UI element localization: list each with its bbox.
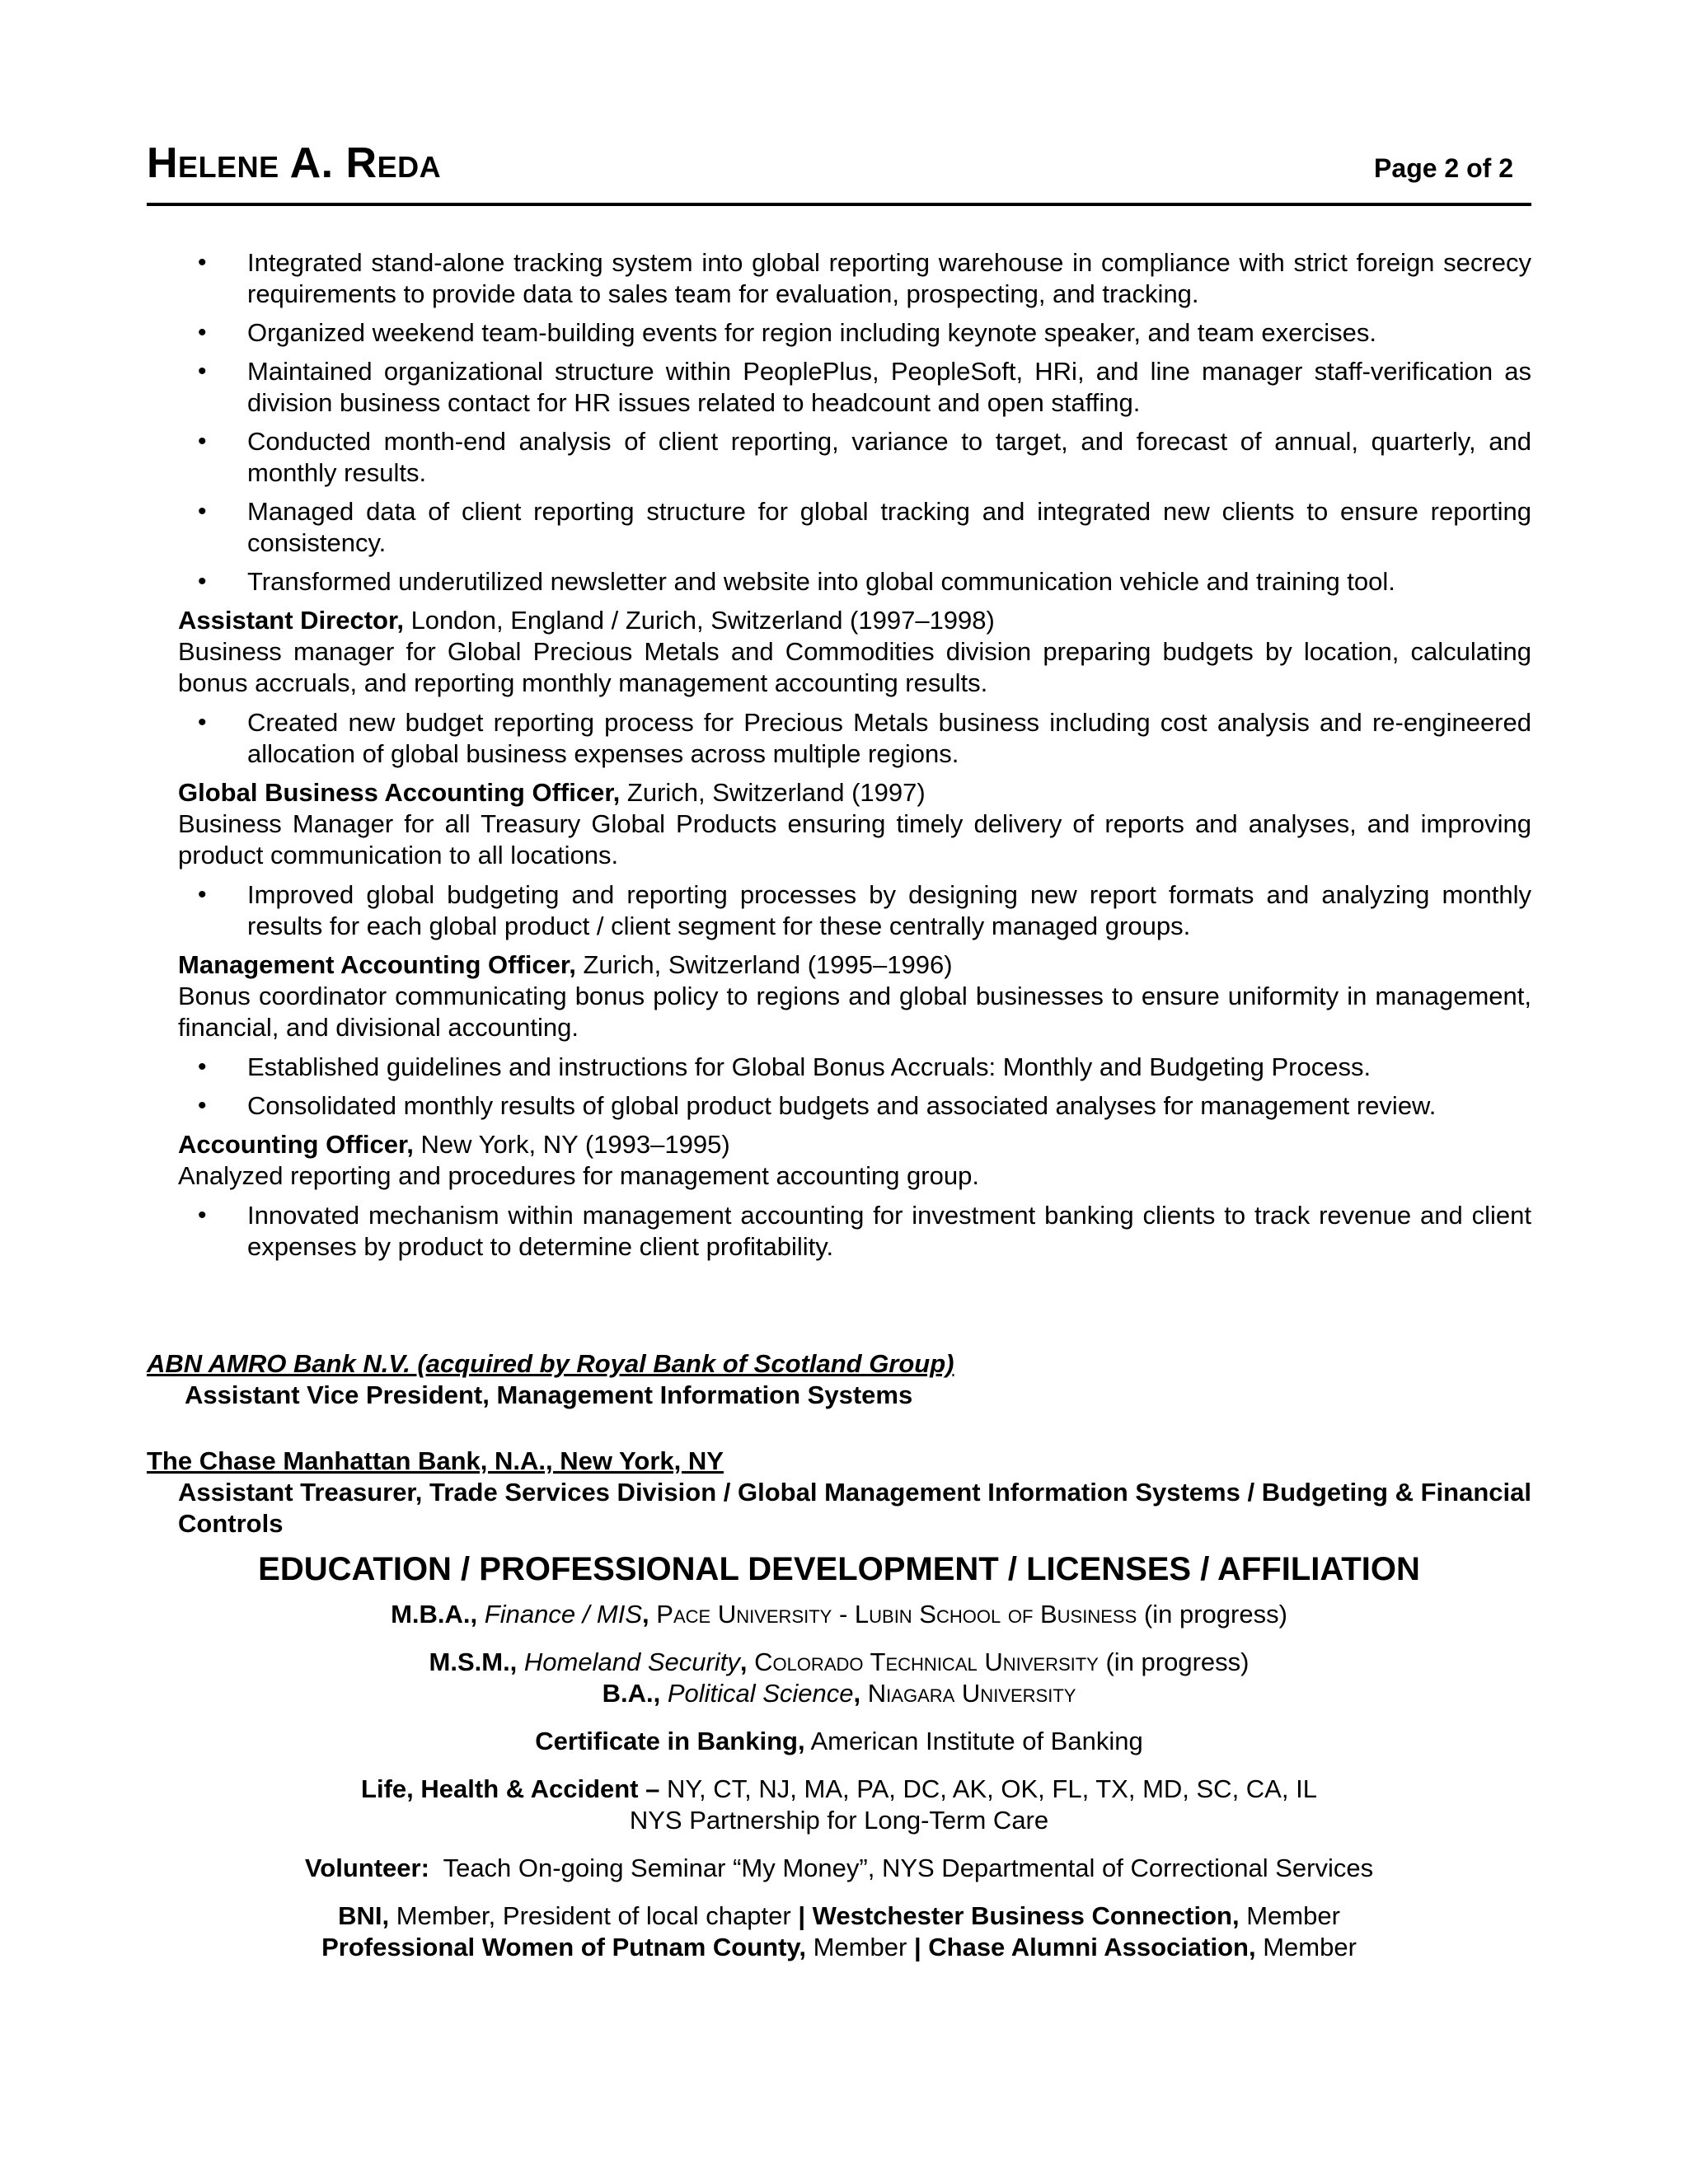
separator: |: [913, 1933, 921, 1961]
candidate-name: Helene A. Reda: [147, 139, 442, 187]
affiliation-org: Chase Alumni Association,: [928, 1933, 1256, 1961]
page-header: [147, 138, 1531, 206]
degree-field: Homeland Security: [523, 1647, 740, 1676]
affiliation-role: Member, President of local chapter: [396, 1901, 791, 1930]
affiliation-org: Westchester Business Connection,: [812, 1901, 1240, 1930]
degree-note: (in progress): [1105, 1647, 1250, 1676]
education-section: [147, 1549, 1531, 1963]
role-description: Bonus coordinator communicating bonus policy to regions and global businesses to ensure uniformity in management, financial, and divisional accounting.: [178, 982, 1531, 1042]
degree-field: Political Science: [667, 1679, 854, 1708]
role-heading: [178, 949, 1531, 981]
degree-name: M.S.M.,: [429, 1647, 518, 1676]
affiliations-line-1: [147, 1900, 1531, 1932]
company-abn-amro: [147, 1348, 1531, 1411]
role-title: Accounting Officer,: [178, 1130, 414, 1159]
list-item: • Integrated stand-alone tracking system into global reporting warehouse in compliance with strict foreign secrecy requirements to provide data to sales team for evaluation, prospecting, and tracking.: [178, 247, 1531, 310]
list-item: • Established guidelines and instructions for Global Bonus Accruals: Monthly and Budgeting Process.: [178, 1052, 1531, 1083]
degree-note: (in progress): [1143, 1600, 1287, 1629]
school-name: Niagara University: [867, 1679, 1076, 1708]
page-number: Page 2 of 2: [1374, 153, 1513, 183]
affiliation-org: Professional Women of Putnam County,: [321, 1933, 806, 1961]
list-item: • Organized weekend team-building events for region including keynote speaker, and team exercises.: [178, 317, 1531, 349]
role-title: Management Accounting Officer,: [178, 950, 576, 979]
degree-name: M.B.A.,: [391, 1600, 478, 1629]
role-description: Analyzed reporting and procedures for management accounting group.: [178, 1161, 979, 1190]
role-location: Zurich, Switzerland (1997): [626, 778, 926, 807]
affiliation-org: BNI,: [338, 1901, 390, 1930]
role-location: London, England / Zurich, Switzerland (1997–1998): [410, 606, 995, 635]
role-global-business-accounting-officer: [178, 777, 1531, 942]
school-name: Pace University - Lubin School of Business: [656, 1600, 1137, 1629]
list-item: • Innovated mechanism within management accounting for investment banking clients to track revenue and client expenses by product to determine client profitability.: [178, 1200, 1531, 1263]
list-item: • Created new budget reporting process for Precious Metals business including cost analysis and re-engineered allocation of global business expenses across multiple regions.: [178, 707, 1531, 770]
list-item: • Improved global budgeting and reporting processes by designing new report formats and analyzing monthly results for each global product / client segment for these centrally managed groups.: [178, 879, 1531, 942]
list-item: • Conducted month-end analysis of client reporting, variance to target, and forecast of annual, quarterly, and monthly results.: [178, 426, 1531, 489]
certificate-label: Certificate in Banking,: [535, 1727, 805, 1755]
role-location: New York, NY (1993–1995): [420, 1130, 730, 1159]
license: [147, 1774, 1531, 1805]
company-position: Assistant Vice President, Management Information Systems: [185, 1380, 913, 1409]
degree-ba: B.A., Political Science, Niagara University: [602, 1679, 1076, 1708]
license-label: Life, Health & Accident –: [361, 1774, 660, 1803]
affiliation-role: Member: [1246, 1901, 1340, 1930]
affiliations-line-2: [147, 1932, 1531, 1963]
role-heading: [178, 777, 1531, 808]
list-item: • Managed data of client reporting structure for global tracking and integrated new clients to ensure reporting consistency.: [178, 496, 1531, 559]
bullet-list: [178, 247, 1531, 598]
license-states: NY, CT, NJ, MA, PA, DC, AK, OK, FL, TX, MD, SC, CA, IL: [666, 1774, 1317, 1803]
role-title: Global Business Accounting Officer,: [178, 778, 621, 807]
school-name: Colorado Technical University: [754, 1647, 1099, 1676]
role-accounting-officer: [178, 1129, 1531, 1263]
license-extra: NYS Partnership for Long-Term Care: [629, 1806, 1049, 1835]
volunteer-label: Volunteer:: [304, 1854, 429, 1882]
role-title: Assistant Director,: [178, 606, 404, 635]
company-name: The Chase Manhattan Bank, N.A., New York, NY: [147, 1446, 724, 1475]
role-location: Zurich, Switzerland (1995–1996): [583, 950, 953, 979]
bullet-list: [178, 1052, 1531, 1122]
degree-mba: M.B.A., Finance / MIS, Pace University - Lubin School of Business (in progress): [391, 1600, 1287, 1629]
certificate-issuer: American Institute of Banking: [810, 1727, 1143, 1755]
company-name: ABN AMRO Bank N.V. (acquired by Royal Bank of Scotland Group): [147, 1349, 954, 1378]
role-description: Business Manager for all Treasury Global Products ensuring timely delivery of reports and analyses, and improving product communication to all locations.: [178, 809, 1531, 869]
list-item: • Maintained organizational structure within PeoplePlus, PeopleSoft, HRi, and line manager staff-verification as division business contact for HR issues related to headcount and open staffing.: [178, 356, 1531, 419]
list-item: • Consolidated monthly results of global product budgets and associated analyses for management review.: [178, 1090, 1531, 1122]
company-position: Assistant Treasurer, Trade Services Division / Global Management Information Systems / Budgeting & Financial Controls: [178, 1478, 1531, 1538]
affiliation-role: Member: [813, 1933, 907, 1961]
volunteer-text: Teach On-going Seminar “My Money”, NYS Departmental of Correctional Services: [443, 1854, 1374, 1882]
role-description: Business manager for Global Precious Metals and Commodities division preparing budgets by location, calculating bonus accruals, and reporting monthly management accounting results.: [178, 637, 1531, 697]
role-heading: [178, 605, 1531, 636]
separator: |: [798, 1901, 806, 1930]
role-heading: [178, 1129, 1531, 1160]
education-heading: EDUCATION / PROFESSIONAL DEVELOPMENT / LICENSES / AFFILIATION: [258, 1551, 1420, 1587]
bullet-list: [178, 1200, 1531, 1263]
degree-msm: M.S.M., Homeland Security, Colorado Technical University (in progress): [429, 1647, 1250, 1676]
role-assistant-director: [178, 605, 1531, 770]
degree-name: B.A.,: [602, 1679, 661, 1708]
affiliation-role: Member: [1263, 1933, 1357, 1961]
company-chase-manhattan: [147, 1446, 1531, 1540]
bullet-list: [178, 879, 1531, 942]
list-item: • Transformed underutilized newsletter and website into global communication vehicle and training tool.: [178, 566, 1531, 598]
bullet-list: [178, 707, 1531, 770]
volunteer: [147, 1853, 1531, 1884]
degree-field: Finance / MIS: [484, 1600, 643, 1629]
certificate: [147, 1726, 1531, 1757]
role-management-accounting-officer: [178, 949, 1531, 1122]
experience-continued: [178, 247, 1531, 1270]
